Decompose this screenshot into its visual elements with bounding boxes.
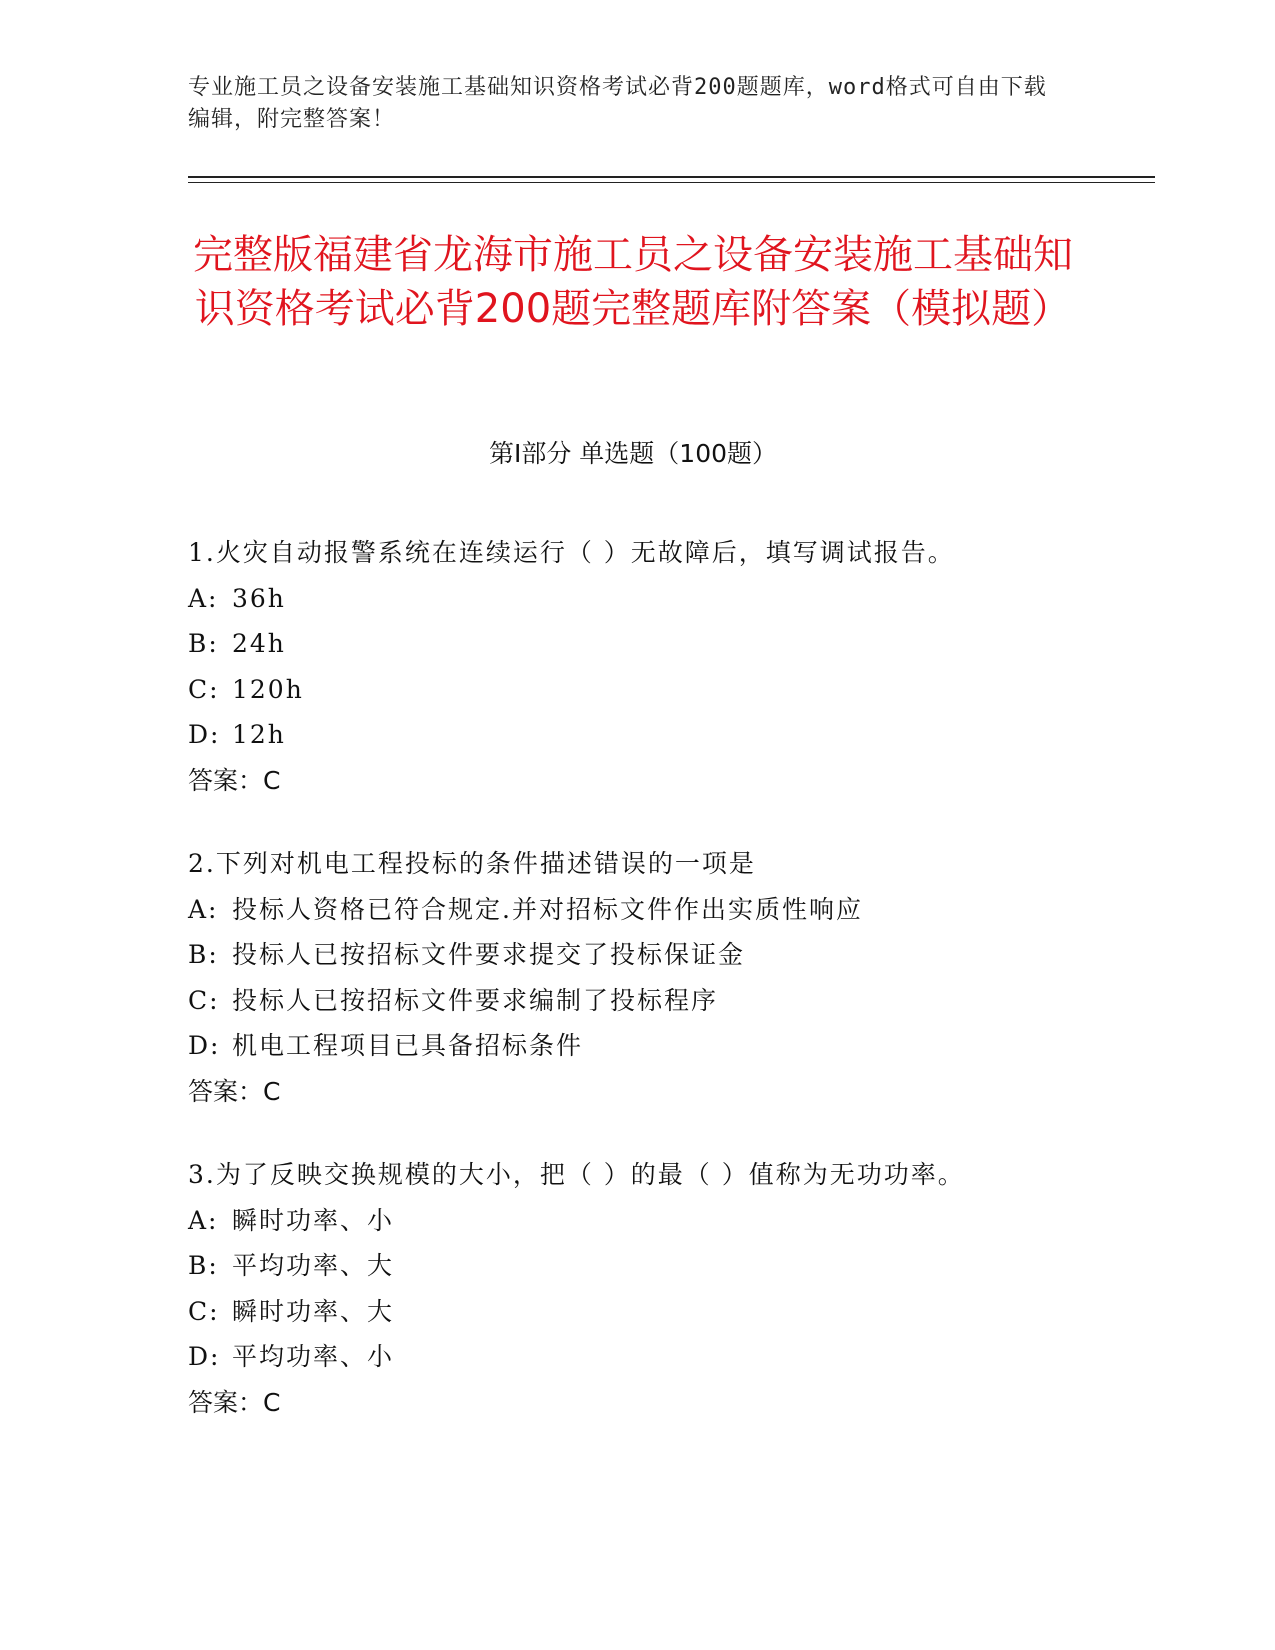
question-1 [188,530,1148,803]
option-label: A: [188,1205,219,1235]
answer-value: C [263,1387,281,1417]
answer-value: C [263,765,281,795]
option-d [188,712,1148,758]
answer-line [188,1069,1148,1115]
option-text: 24h [232,629,286,658]
option-label: A: [188,894,219,924]
option-text: 平均功率、小 [232,1342,395,1371]
option-text: 36h [232,583,286,613]
option-label: C: [188,1296,220,1326]
answer-label: 答案： [188,765,264,795]
answer-label: 答案： [188,1076,264,1106]
option-a [188,887,1148,933]
header-divider-thick [188,176,1155,178]
header-note: 专业施工员之设备安装施工基础知识资格考试必背200题题库，word格式可自由下载编辑，附完整答案！ [188,75,1047,132]
option-label: D: [188,1031,221,1060]
option-d [188,1334,1148,1380]
question-stem: 1.火灾自动报警系统在连续运行（ ）无故障后，填写调试报告。 [188,538,955,567]
answer-line [188,1380,1148,1426]
option-c [188,978,1148,1024]
option-text: 投标人已按招标文件要求编制了投标程序 [232,985,719,1015]
question-list [188,530,1148,1463]
answer-label: 答案： [188,1387,264,1417]
document-title: 完整版福建省龙海市施工员之设备安装施工基础知识资格考试必背200题完整题库附答案（模拟题） [193,232,1073,332]
option-b [188,1243,1148,1289]
answer-line [188,758,1148,804]
option-text: 12h [232,720,286,749]
option-text: 120h [232,674,304,704]
question-2 [188,841,1148,1114]
option-d [188,1023,1148,1069]
option-text: 机电工程项目已具备招标条件 [232,1031,584,1060]
option-text: 投标人已按招标文件要求提交了投标保证金 [232,940,746,969]
section-title: 第Ⅰ部分 单选题（100题） [488,439,778,468]
option-label: B: [188,1251,219,1280]
option-text: 瞬时功率、大 [232,1296,395,1326]
option-text: 平均功率、大 [232,1251,395,1280]
header-divider-thin [188,182,1155,183]
option-c [188,1289,1148,1335]
option-b [188,932,1148,978]
option-c [188,667,1148,713]
option-label: A: [188,583,219,613]
answer-value: C [263,1076,281,1106]
option-a [188,1198,1148,1244]
option-a [188,576,1148,622]
option-label: B: [188,940,219,969]
option-text: 投标人资格已符合规定.并对招标文件作出实质性响应 [232,894,863,924]
option-text: 瞬时功率、小 [232,1205,395,1235]
question-stem: 3.为了反映交换规模的大小，把（ ）的最（ ）值称为无功功率。 [188,1160,965,1189]
option-label: C: [188,674,220,704]
question-3 [188,1152,1148,1425]
option-label: C: [188,985,220,1015]
option-b [188,621,1148,667]
question-stem: 2.下列对机电工程投标的条件描述错误的一项是 [188,849,756,878]
option-label: D: [188,720,221,749]
option-label: D: [188,1342,221,1371]
option-label: B: [188,629,219,658]
